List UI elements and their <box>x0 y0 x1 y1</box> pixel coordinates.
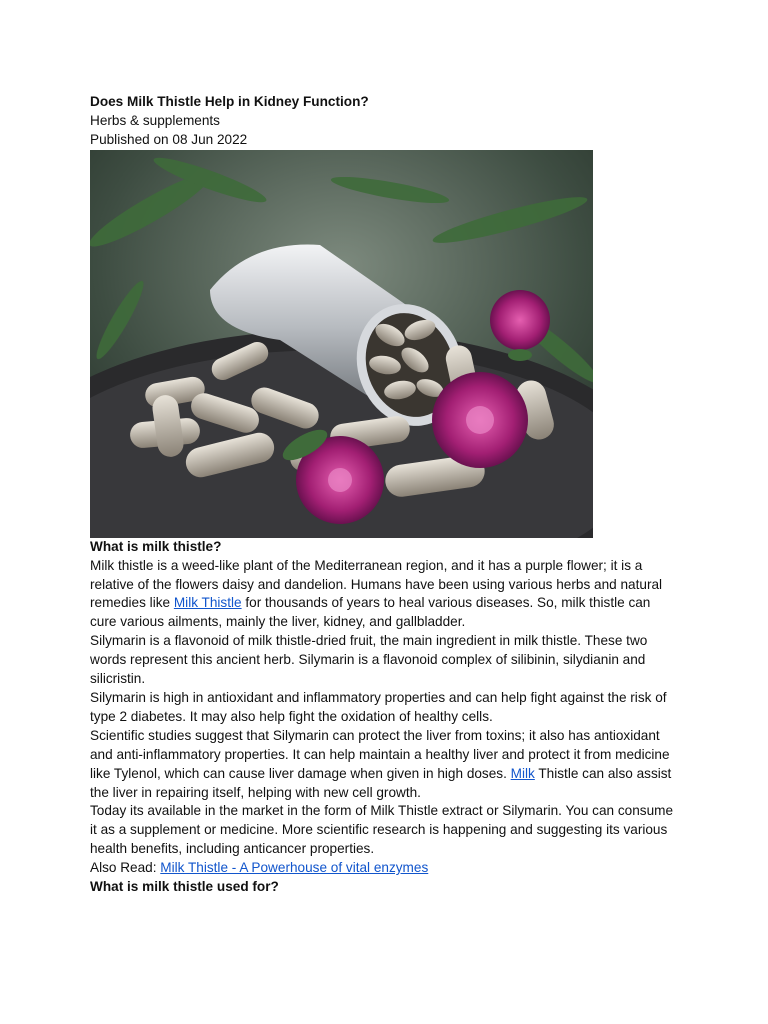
section-heading-used-for: What is milk thistle used for? <box>90 879 279 895</box>
section-heading-what-is: What is milk thistle? <box>90 538 222 554</box>
article <box>90 93 680 897</box>
paragraph-4: Scientific studies suggest that Silymarin can protect the liver from toxins; it also has antioxidant and anti-inflammatory properties. It can help maintain a healthy liver and protect it from medicine like Tylenol, which can cause liver damage when given in high doses. Milk Thistle can also assist the liver in repairing itself, helping with new cell growth. <box>90 727 672 800</box>
milk-link[interactable]: Milk <box>510 765 535 781</box>
milk-thistle-capsules-photo <box>90 150 593 538</box>
paragraph-1: Milk thistle is a weed-like plant of the Mediterranean region, and it has a purple flower; it is a relative of the flowers daisy and dandelion. Humans have been using various herbs and natural remedies like Milk Thistle for thousands of years to heal various diseases. So, milk thistle can cure various ailments, mainly the liver, kidney, and gallbladder. <box>90 557 663 630</box>
also-read: Also Read: Milk Thistle - A Powerhouse of vital enzymes <box>90 860 429 876</box>
paragraph-3: Silymarin is high in antioxidant and inflammatory properties and can help fight against the risk of type 2 diabetes. It may also help fight the oxidation of healthy cells. <box>90 689 667 724</box>
also-read-link[interactable]: Milk Thistle - A Powerhouse of vital enzymes <box>160 860 429 876</box>
published-date: Published on 08 Jun 2022 <box>90 131 248 147</box>
article-title: Does Milk Thistle Help in Kidney Function? <box>90 94 369 109</box>
article-category: Herbs & supplements <box>90 112 220 128</box>
milk-thistle-link[interactable]: Milk Thistle <box>173 595 242 611</box>
paragraph-2: Silymarin is a flavonoid of milk thistle-dried fruit, the main ingredient in milk thistle. These two words represent this ancient herb. Silymarin is a flavonoid complex of silibinin, silydianin and silicristin. <box>90 633 648 687</box>
paragraph-5: Today its available in the market in the form of Milk Thistle extract or Silymarin. You can consume it as a supplement or medicine. More scientific research is happening and suggesting its various health benefits, including anticancer properties. <box>90 803 674 857</box>
